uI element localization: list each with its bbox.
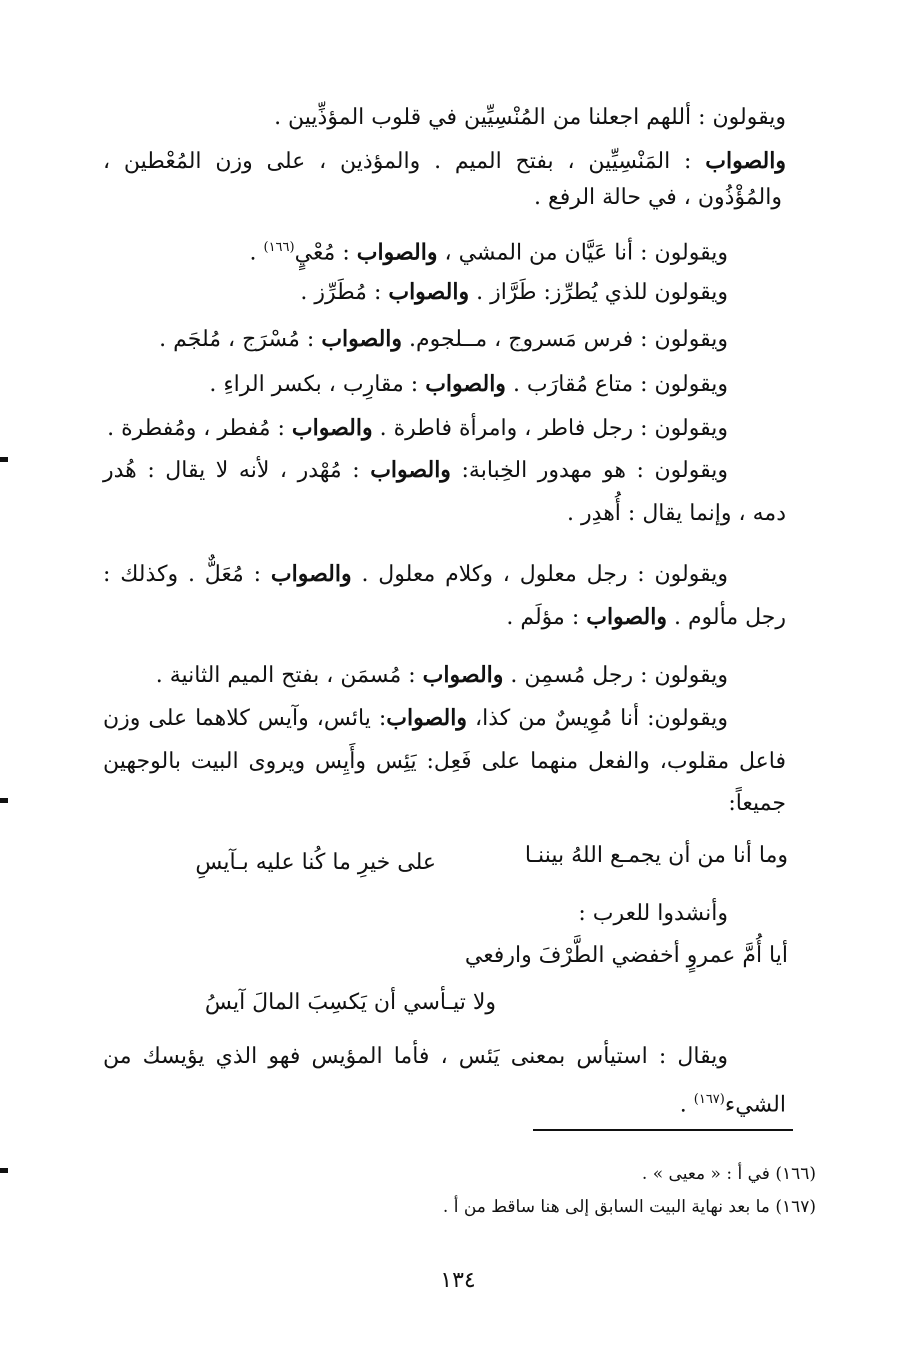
text-line: ويقولون: أنا مُوِيسٌ من كذا، والصواب: يائس، وآيس كلاهما على وزن [103,705,728,731]
text-line: ويقولون : متاع مُقارَب . والصواب : مقارِب ، بكسر الراءِ . [209,371,728,397]
text-line: ويقال : استيأس بمعنى يَئس ، فأما المؤيس فهو الذي يؤيسك من [103,1044,728,1069]
text-line: ويقولون : رجل معلول ، وكلام معلول . والصواب : مُعَلٌّ . وكذلك : [103,561,728,587]
footnote-separator [533,1129,793,1131]
verse-hemistich-2: على خيرِ ما كُنا عليه بـآيسِ [195,850,436,875]
text-line: ويقولون : هو مهدور الخِبابة: والصواب : مُهْدر ، لأنه لا يقال : هُدر [103,457,728,483]
text-line: ويقولون : أللهم اجعلنا من المُنْسِيِّين في قلوب المؤذِّيين . [274,105,786,130]
text-line: رجل مألوم . والصواب : مؤلَم . [506,604,786,630]
text-line: ويقولون للذي يُطرِّز: طَرَّاز . والصواب : مُطَرِّز . [300,279,728,305]
footnote: (١٦٦) في أ : « معيى » . [641,1164,816,1184]
verse-hemistich-1: وما أنا من أن يجمـع اللهُ بيننـا [524,843,788,868]
edge-mark [0,457,8,462]
text-line: ويقولون : رجل فاطر ، وامرأة فاطرة . والصواب : مُفطر ، ومُفطرة . [107,415,728,441]
text-line: والصواب : المَنْسِيِّين ، بفتح الميم . والمؤذين ، على وزن المُعْطين ، [103,148,786,174]
text-line: والمُؤْذُون ، في حالة الرفع . [534,185,782,210]
page-number: ١٣٤ [440,1268,476,1293]
text-line: ويقولون : أنا عَيَّان من المشي ، والصواب : مُعْيٍ$^{(١٦٦)}$ . [249,239,728,266]
text-line: وأنشدوا للعرب : [578,901,728,926]
edge-mark [0,1168,8,1173]
text-line: الشيء$^{(١٦٧)}$ . [679,1092,786,1118]
edge-mark [0,798,8,803]
text-line: فاعل مقلوب، والفعل منهما على فَعِل: يَئِس وأَيِس ويروى البيت بالوجهين [103,749,786,774]
text-line: ويقولون : رجل مُسمِن . والصواب : مُسمَن ، بفتح الميم الثانية . [155,662,728,688]
text-line: ويقولون : فرس مَسروج ، مــلجوم. والصواب : مُسْرَج ، مُلجَم . [159,326,728,352]
footnote: (١٦٧) ما بعد نهاية البيت السابق إلى هنا ساقط من أ . [442,1197,816,1217]
text-line: دمه ، وإنما يقال : أُهدِر . [567,501,786,526]
text-line: جميعاً: [728,791,786,816]
verse-hemistich-1: أيا أُمَّ عمروٍ أخفضي الطَّرْفَ وارفعي [464,943,788,968]
verse-hemistich-2: ولا تيـأسي أن يَكسِبَ المالَ آيسُ [204,990,496,1015]
